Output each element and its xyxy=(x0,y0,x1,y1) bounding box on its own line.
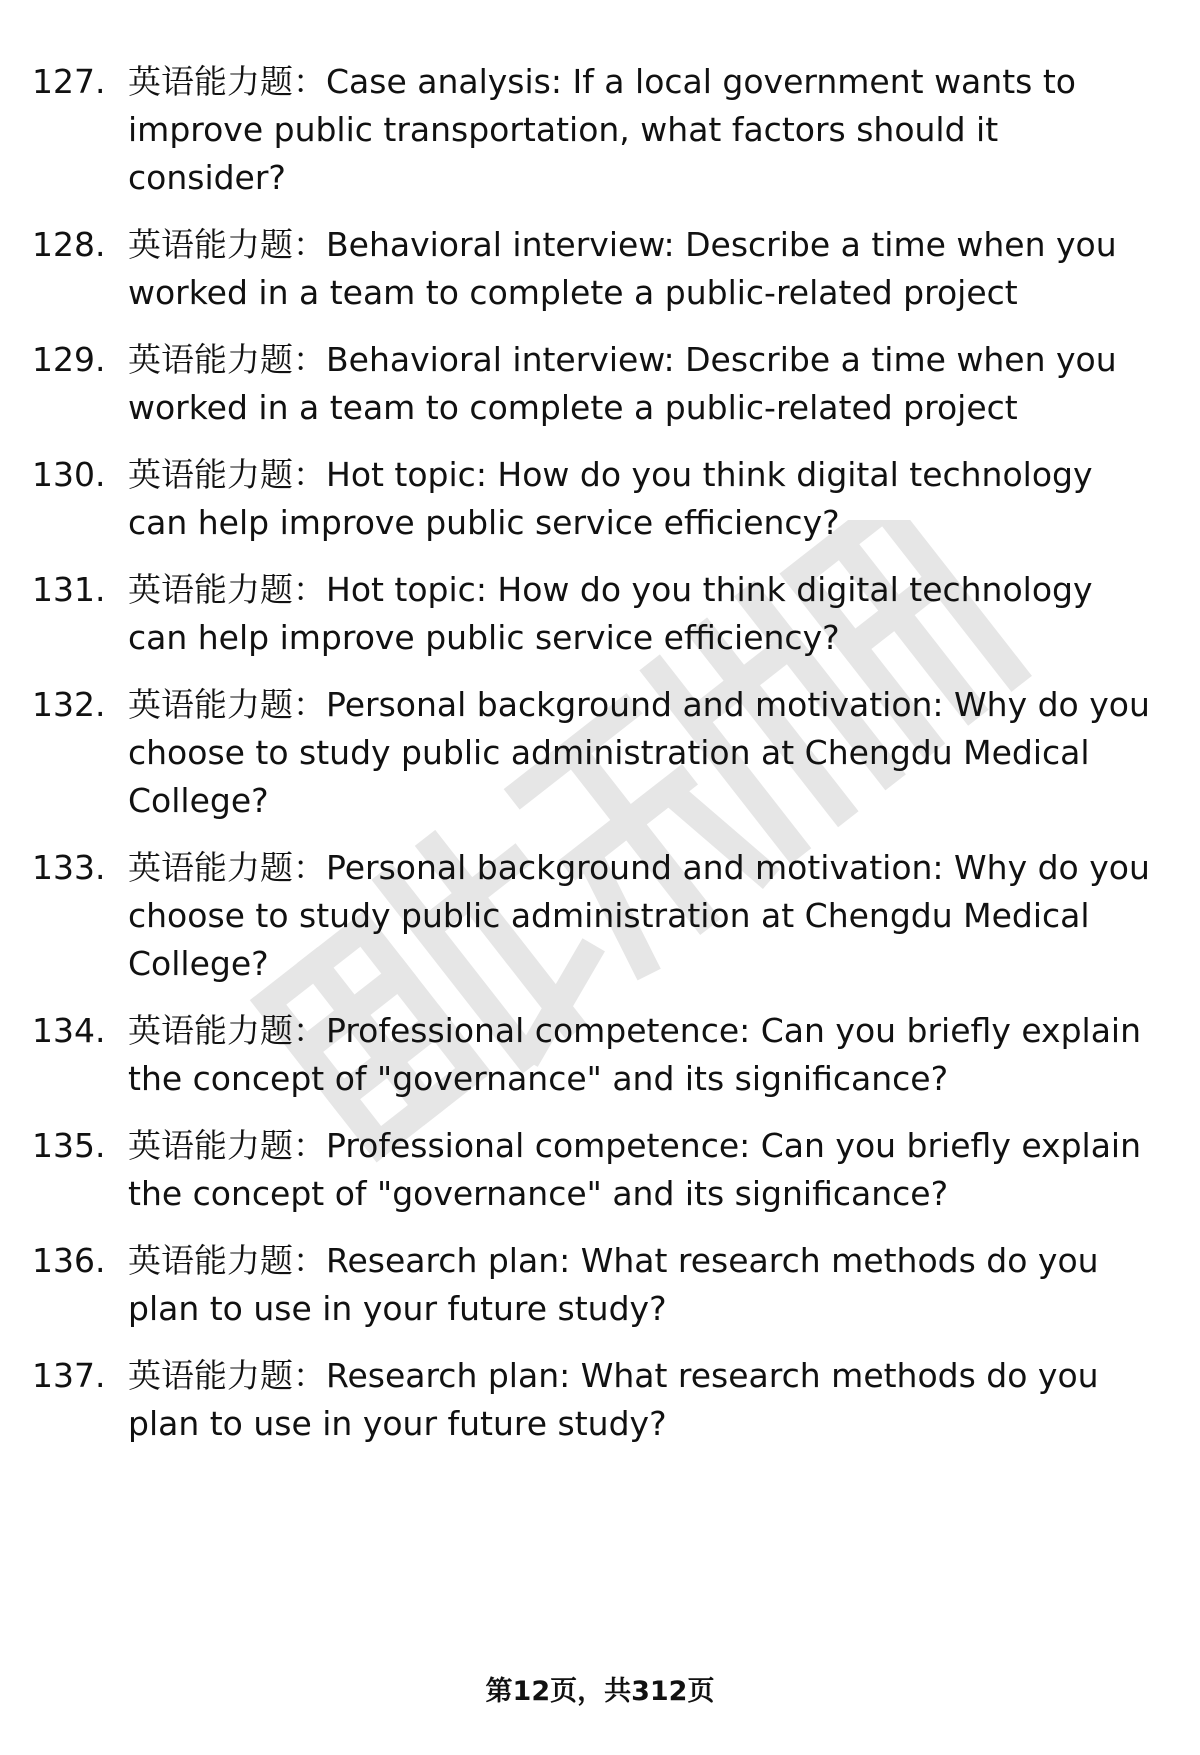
question-text: Hot topic: How do you think digital technology can help improve public service efficiency? xyxy=(128,570,1093,657)
question-tag: 英语能力题： xyxy=(128,1241,326,1280)
question-number: 131. xyxy=(32,570,106,609)
question-list xyxy=(32,58,1162,1467)
question-text: Research plan: What research methods do you plan to use in your future study? xyxy=(128,1241,1099,1328)
question-item xyxy=(32,566,1162,662)
question-number: 129. xyxy=(32,340,106,379)
question-tag: 英语能力题： xyxy=(128,1356,326,1395)
question-tag: 英语能力题： xyxy=(128,570,326,609)
question-text: Professional competence: Can you briefly explain the concept of "governance" and its significance? xyxy=(128,1011,1142,1098)
question-text: Behavioral interview: Describe a time when you worked in a team to complete a public-related project xyxy=(128,340,1117,427)
question-number: 134. xyxy=(32,1011,106,1050)
question-tag: 英语能力题： xyxy=(128,1126,326,1165)
question-text: Personal background and motivation: Why do you choose to study public administration at Chengdu Medical College? xyxy=(128,848,1150,983)
question-number: 128. xyxy=(32,225,106,264)
question-item xyxy=(32,58,1162,202)
question-item xyxy=(32,1122,1162,1218)
question-item xyxy=(32,451,1162,547)
question-tag: 英语能力题： xyxy=(128,455,326,494)
question-number: 136. xyxy=(32,1241,106,1280)
question-item xyxy=(32,1237,1162,1333)
question-item xyxy=(32,336,1162,432)
question-tag: 英语能力题： xyxy=(128,62,326,101)
question-item xyxy=(32,681,1162,825)
question-number: 137. xyxy=(32,1356,106,1395)
question-number: 135. xyxy=(32,1126,106,1165)
question-item xyxy=(32,844,1162,988)
question-item xyxy=(32,221,1162,317)
question-text: Case analysis: If a local government wants to improve public transportation, what factors should it consider? xyxy=(128,62,1076,197)
question-tag: 英语能力题： xyxy=(128,848,326,887)
question-text: Professional competence: Can you briefly explain the concept of "governance" and its significance? xyxy=(128,1126,1142,1213)
question-number: 133. xyxy=(32,848,106,887)
question-text: Behavioral interview: Describe a time when you worked in a team to complete a public-related project xyxy=(128,225,1117,312)
question-tag: 英语能力题： xyxy=(128,340,326,379)
question-number: 127. xyxy=(32,62,106,101)
question-item xyxy=(32,1007,1162,1103)
question-number: 130. xyxy=(32,455,106,494)
page-number-footer: 第12页，共312页 xyxy=(485,1676,715,1707)
question-text: Hot topic: How do you think digital technology can help improve public service efficiency? xyxy=(128,455,1093,542)
question-tag: 英语能力题： xyxy=(128,1011,326,1050)
question-text: Personal background and motivation: Why do you choose to study public administration at Chengdu Medical College? xyxy=(128,685,1150,820)
question-tag: 英语能力题： xyxy=(128,685,326,724)
question-tag: 英语能力题： xyxy=(128,225,326,264)
question-item xyxy=(32,1352,1162,1448)
question-number: 132. xyxy=(32,685,106,724)
question-text: Research plan: What research methods do you plan to use in your future study? xyxy=(128,1356,1099,1443)
